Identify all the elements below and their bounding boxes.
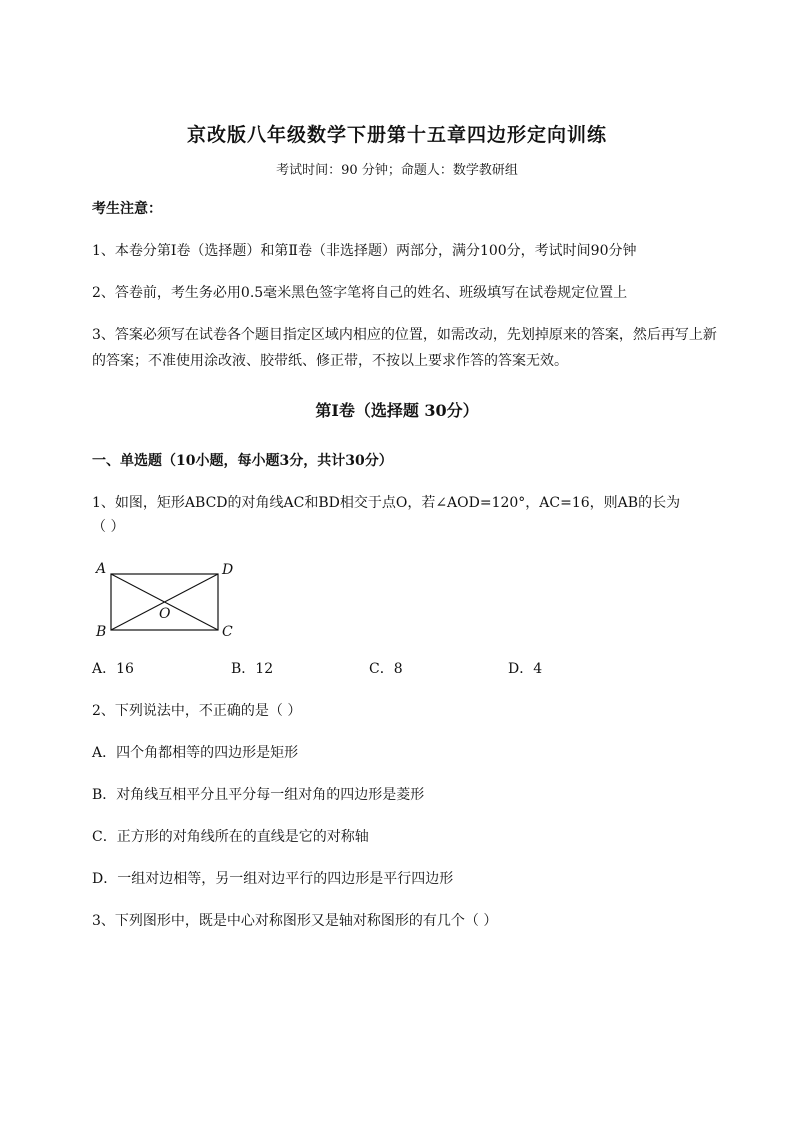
question-2-stem: 2、下列说法中，不正确的是（ ）	[92, 703, 302, 719]
question-2-option-a: A．四个角都相等的四边形是矩形	[92, 745, 299, 761]
question-1-option-c: C．8	[369, 661, 403, 677]
question-1-option-b: B．12	[231, 661, 274, 677]
question-1-option-d: D．4	[508, 661, 543, 677]
section-title: 第I卷（选择题 30分）	[315, 401, 479, 420]
part-title: 一、单选题（10小题，每小题3分，共计30分）	[92, 453, 393, 469]
question-2-option-b: B．对角线互相平分且平分每一组对角的四边形是菱形	[92, 787, 425, 803]
label-b: B	[96, 624, 107, 640]
exam-subtitle: 考试时间：90 分钟；命题人：数学教研组	[276, 163, 518, 178]
question-1-option-a: A．16	[92, 661, 134, 677]
notice-item-3-line-2: 的答案；不准使用涂改液、胶带纸、修正带，不按以上要求作答的答案无效。	[92, 353, 568, 369]
notice-item-2: 2、答卷前，考生务必用0.5毫米黑色签字笔将自己的姓名、班级填写在试卷规定位置上	[92, 285, 628, 301]
question-2-option-d: D．一组对边相等，另一组对边平行的四边形是平行四边形	[92, 871, 454, 887]
page-title: 京改版八年级数学下册第十五章四边形定向训练	[186, 124, 607, 146]
notice-heading: 考生注意：	[92, 201, 162, 217]
question-1-stem: 1、如图，矩形ABCD的对角线AC和BD相交于点O，若∠AOD=120°，AC=16，则AB的长为	[92, 495, 681, 511]
label-d: D	[222, 562, 234, 578]
label-o: O	[159, 606, 171, 622]
question-3-stem: 3、下列图形中，既是中心对称图形又是轴对称图形的有几个（ ）	[92, 913, 498, 929]
label-a: A	[96, 561, 107, 577]
question-1-blank: （ ）	[92, 519, 125, 535]
question-2-option-c: C．正方形的对角线所在的直线是它的对称轴	[92, 829, 369, 845]
notice-item-3-line-1: 3、答案必须写在试卷各个题目指定区域内相应的位置，如需改动，先划掉原来的答案，然后再写上新	[92, 327, 717, 343]
label-c: C	[222, 624, 233, 640]
rectangle-figure	[92, 556, 252, 646]
notice-item-1: 1、本卷分第I卷（选择题）和第Ⅱ卷（非选择题）两部分，满分100分，考试时间90分钟	[92, 243, 637, 259]
